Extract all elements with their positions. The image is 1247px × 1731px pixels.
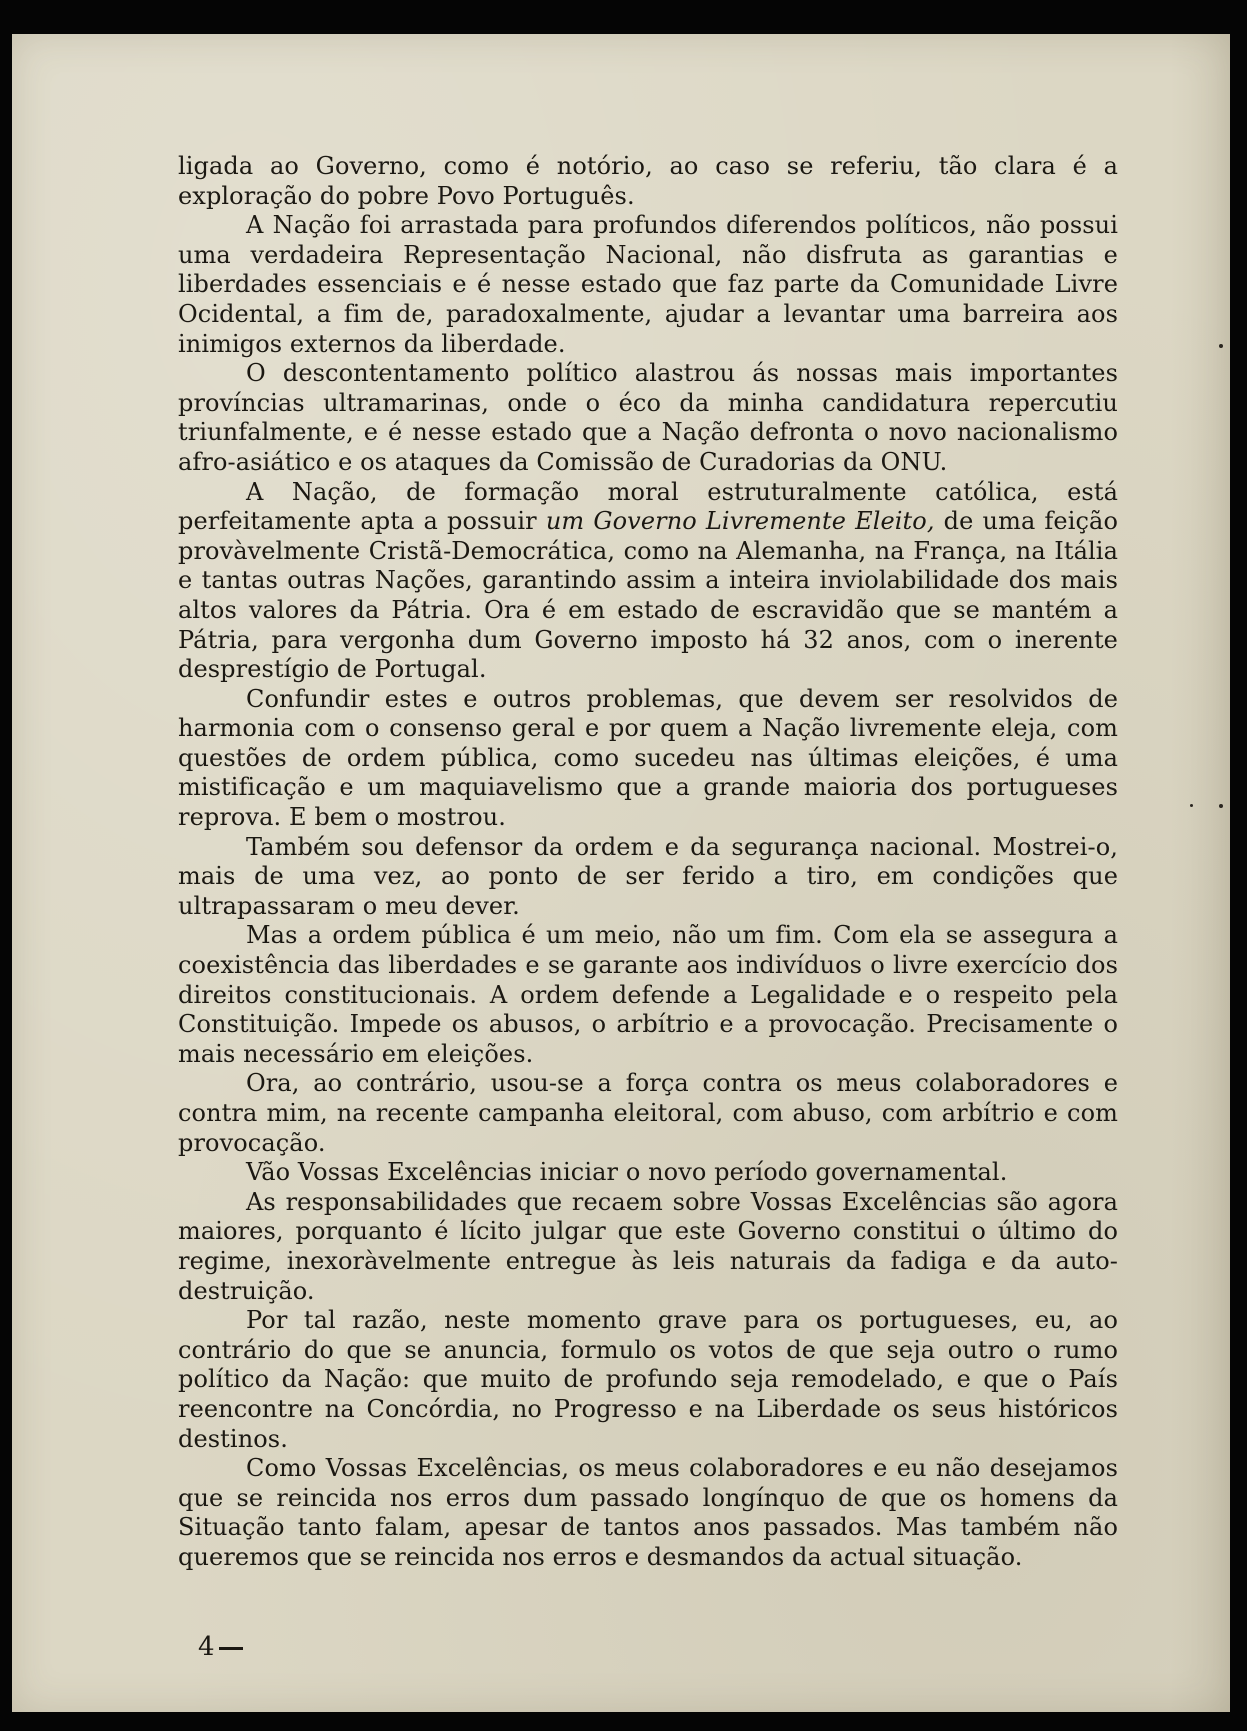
paragraph-6: Também sou defensor da ordem e da segurança nacional. Mostrei-o, mais de uma vez, ao ponto de ser ferido a tiro, em condições que ultrapassaram o meu dever. [178,832,1118,920]
paragraph-1: ligada ao Governo, como é notório, ao caso se referiu, tão clara é a exploração do pobre Povo Português. [178,152,1118,210]
paragraph-5: Confundir estes e outros problemas, que devem ser resolvidos de harmonia com o consenso geral e por quem a Nação livremente eleja, com questões de ordem pública, como sucedeu nas últimas eleições, é uma mistificação e um maquiavelismo que a grande maioria dos portugueses reprova. E bem o mostrou. [178,684,1118,832]
paragraph-4-after: de uma feição provàvelmente Cristã-Democrática, como na Alemanha, na França, na Itália e tantas outras Nações, garantindo assim a inteira inviolabilidade dos mais altos valores da Pátria. Ora é em estado de escravidão que se mantém a Pátria, para vergonha dum Governo imposto há 32 anos, com o inerente desprestígio de Portugal. [178,507,1118,684]
paragraph-8: Ora, ao contrário, usou-se a força contra os meus colaboradores e contra mim, na recente campanha eleitoral, com abuso, com arbítrio e com provocação. [178,1069,1118,1157]
paragraph-4-before: A Nação, de formação moral estruturalmente católica, está perfeitamente apta a possuir [178,477,1118,536]
paragraph-2: A Nação foi arrastada para profundos diferendos políticos, não possui uma verdadeira Representação Nacional, não disfruta as garantias e liberdades essenciais e é nesse estado que faz parte da Comunidade Livre Ocidental, a fim de, paradoxalmente, ajudar a levantar uma barreira aos inimigos externos da liberdade. [178,211,1118,358]
paragraph-7: Mas a ordem pública é um meio, não um fim. Com ela se assegura a coexistência das liberdades e se garante aos indivíduos o livre exercício dos direitos constitucionais. A ordem defende a Legalidade e o respeito pela Constituição. Impede os abusos, o arbítrio e a provocação. Precisamente o mais necessário em eleições. [178,921,1118,1068]
page-fold-shadow [1170,34,1230,1712]
body-text [178,152,1118,1573]
paragraph-11: Por tal razão, neste momento grave para os portugueses, eu, ao contrário do que se anuncia, formulo os votos de que seja outro o rumo político da Nação: que muito de profundo seja remodelado, e que o País reencontre na Concórdia, no Progresso e na Liberdade os seus históricos destinos. [178,1306,1118,1453]
page-number-text: 4 [198,1632,215,1662]
paper-speck [1190,804,1193,807]
paper-speck [1219,344,1223,348]
paragraph-4 [178,478,1118,685]
page-number-dash [219,1647,243,1650]
page-number [198,1632,243,1662]
paragraph-9: Vão Vossas Excelências iniciar o novo período governamental. [246,1158,1008,1187]
document-page [12,34,1230,1712]
paper-speck [1219,804,1223,808]
paragraph-4-italic: um Governo Livremente Eleito, [545,507,935,536]
paragraph-3: O descontentamento político alastrou ás nossas mais importantes províncias ultramarinas, onde o éco da minha candidatura repercutiu triunfalmente, e é nesse estado que a Nação defronta o novo nacionalismo afro-asiático e os ataques da Comissão de Curadorias da ONU. [178,359,1118,476]
paragraph-12: Como Vossas Excelências, os meus colaboradores e eu não desejamos que se reincida nos erros dum passado longínquo de que os homens da Situação tanto falam, apesar de tantos anos passados. Mas também não queremos que se reincida nos erros e desmandos da actual situação. [178,1454,1118,1571]
paragraph-10: As responsabilidades que recaem sobre Vossas Excelências são agora maiores, porquanto é lícito julgar que este Governo constitui o último do regime, inexoràvelmente entregue às leis naturais da fadiga e da auto-destruição. [178,1187,1118,1305]
